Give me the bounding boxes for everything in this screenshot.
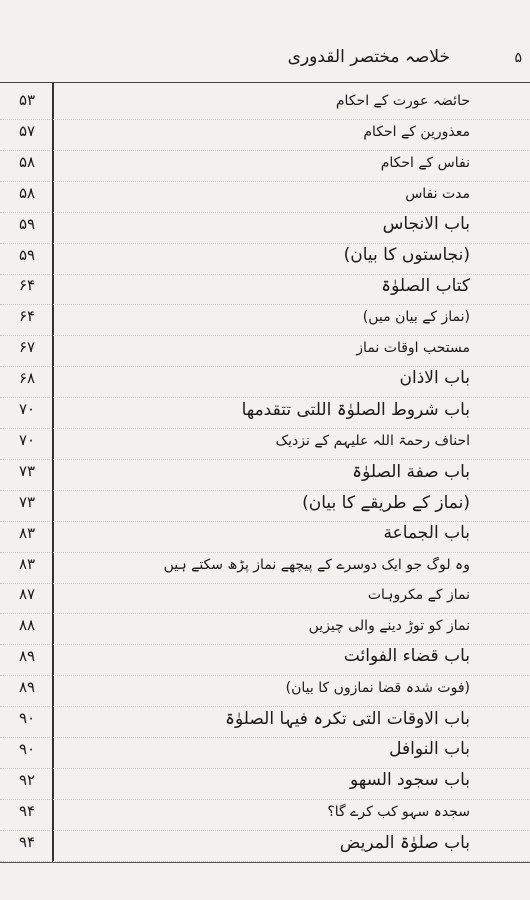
toc-entry-title: نفاس کے احکام — [380, 154, 470, 171]
toc-entry — [0, 519, 530, 553]
toc-page-number: ۵۳ — [18, 91, 36, 109]
toc-entry — [0, 642, 530, 676]
toc-entry — [0, 704, 530, 738]
toc-entry — [0, 735, 530, 769]
toc-entry-title: احناف رحمۃ اللہ علیہم کے نزدیک — [275, 432, 470, 449]
toc-entry — [0, 673, 530, 707]
toc-page-number: ۸۹ — [18, 647, 36, 666]
toc-page-number: ۹۰ — [18, 709, 36, 727]
toc-entry — [0, 611, 530, 645]
toc-entry-title: نماز کے مکروہات — [367, 587, 470, 604]
toc-entry — [0, 828, 530, 862]
toc-entry-title: (نماز کے طریقے کا بیان) — [302, 492, 470, 513]
toc-entry-title: معذورین کے احکام — [363, 123, 470, 140]
toc-entry — [0, 210, 530, 244]
toc-entry-title: باب النوافل — [389, 738, 470, 759]
toc-entry-title: حائضہ عورت کے احکام — [335, 93, 470, 109]
toc-page-number: ۶۸ — [18, 369, 36, 388]
toc-entry-title: باب الاذان — [399, 368, 470, 389]
toc-page-number: ۶۷ — [18, 338, 36, 357]
toc-entry-title: باب الجماعة — [383, 522, 470, 543]
toc-page-number: ۹۴ — [18, 801, 36, 820]
toc-entry — [0, 488, 530, 522]
toc-entry — [0, 426, 530, 460]
toc-page-number: ۹۴ — [18, 832, 36, 851]
toc-entry-title: (فوت شدہ قضا نمازوں کا بیان) — [285, 680, 470, 697]
toc-entry-title: سجدہ سہو کب کرے گا؟ — [327, 803, 470, 820]
toc-entry-title: (نماز کے بیان میں) — [362, 309, 470, 326]
toc-entry — [0, 241, 530, 275]
toc-entry-title: نماز کو توڑ دینے والی چیزیں — [308, 618, 470, 635]
header-divider — [0, 82, 530, 83]
toc-entry — [0, 766, 530, 800]
toc-entry-title: باب شروط الصلوٰۃ اللتی تتقدمھا — [241, 400, 470, 420]
toc-page-number: ۶۴ — [18, 276, 36, 295]
toc-entry-title: کتاب الصلوٰۃ — [381, 276, 470, 297]
toc-page-number: ۵۸ — [18, 183, 36, 202]
toc-entry-title: باب صلوٰۃ المریض — [339, 832, 470, 853]
toc-entry — [0, 302, 530, 336]
toc-page-number: ۷۳ — [18, 492, 36, 511]
toc-page-number: ۹۰ — [18, 739, 36, 758]
toc-entry-title: (نجاستوں کا بیان) — [343, 244, 470, 265]
toc-page-number: ۵۷ — [18, 121, 36, 140]
page-number: ۵ — [514, 50, 522, 66]
toc-entry — [0, 179, 530, 213]
toc-page-number: ۸۳ — [18, 523, 36, 542]
toc-page-number: ۵۹ — [18, 245, 36, 264]
toc-entry-title: باب صفة الصلوٰۃ — [352, 461, 470, 482]
toc-entry-title: باب الاوقات التی تکرہ فیہا الصلوٰۃ — [225, 709, 470, 729]
toc-page-number: ۷۰ — [18, 430, 36, 449]
toc-entry — [0, 117, 530, 151]
toc-page-number: ۷۳ — [18, 461, 36, 480]
toc-entry — [0, 550, 530, 584]
toc-page-number: ۸۸ — [18, 616, 36, 635]
toc-page-number: ۶۴ — [18, 307, 36, 326]
toc-entry — [0, 148, 530, 182]
toc-entry — [0, 395, 530, 429]
toc-entry-title: مدت نفاس — [405, 185, 470, 202]
toc-page-number: ۵۹ — [18, 214, 36, 233]
toc-page-number: ۵۸ — [18, 152, 36, 171]
toc-entry — [0, 271, 530, 305]
footer-divider — [0, 862, 530, 863]
page-header — [0, 40, 530, 70]
toc-page-number: ۹۲ — [18, 770, 36, 789]
toc-entry-title: وہ لوگ جو ایک دوسرے کے پیچھے نماز پڑھ سکتے ہیں — [163, 556, 470, 573]
toc-entry — [0, 457, 530, 491]
toc-entry-title: باب قضاء الفوائت — [343, 646, 470, 667]
toc-entry-title: باب الانجاس — [382, 213, 470, 234]
toc-entry-title: مستحب اوقات نماز — [356, 340, 470, 357]
toc-page-number: ۷۰ — [18, 400, 36, 418]
toc-page-number: ۸۷ — [18, 585, 36, 604]
toc-page-number: ۸۳ — [18, 554, 36, 573]
toc-entry-title: باب سجود السھو — [350, 769, 470, 790]
toc-entry — [0, 86, 530, 120]
toc-entry — [0, 333, 530, 367]
toc-entry — [0, 364, 530, 398]
book-title: خلاصہ مختصر القدوری — [287, 47, 450, 67]
toc-entry — [0, 797, 530, 831]
toc-entry — [0, 580, 530, 614]
toc-page-number: ۸۹ — [18, 678, 36, 697]
